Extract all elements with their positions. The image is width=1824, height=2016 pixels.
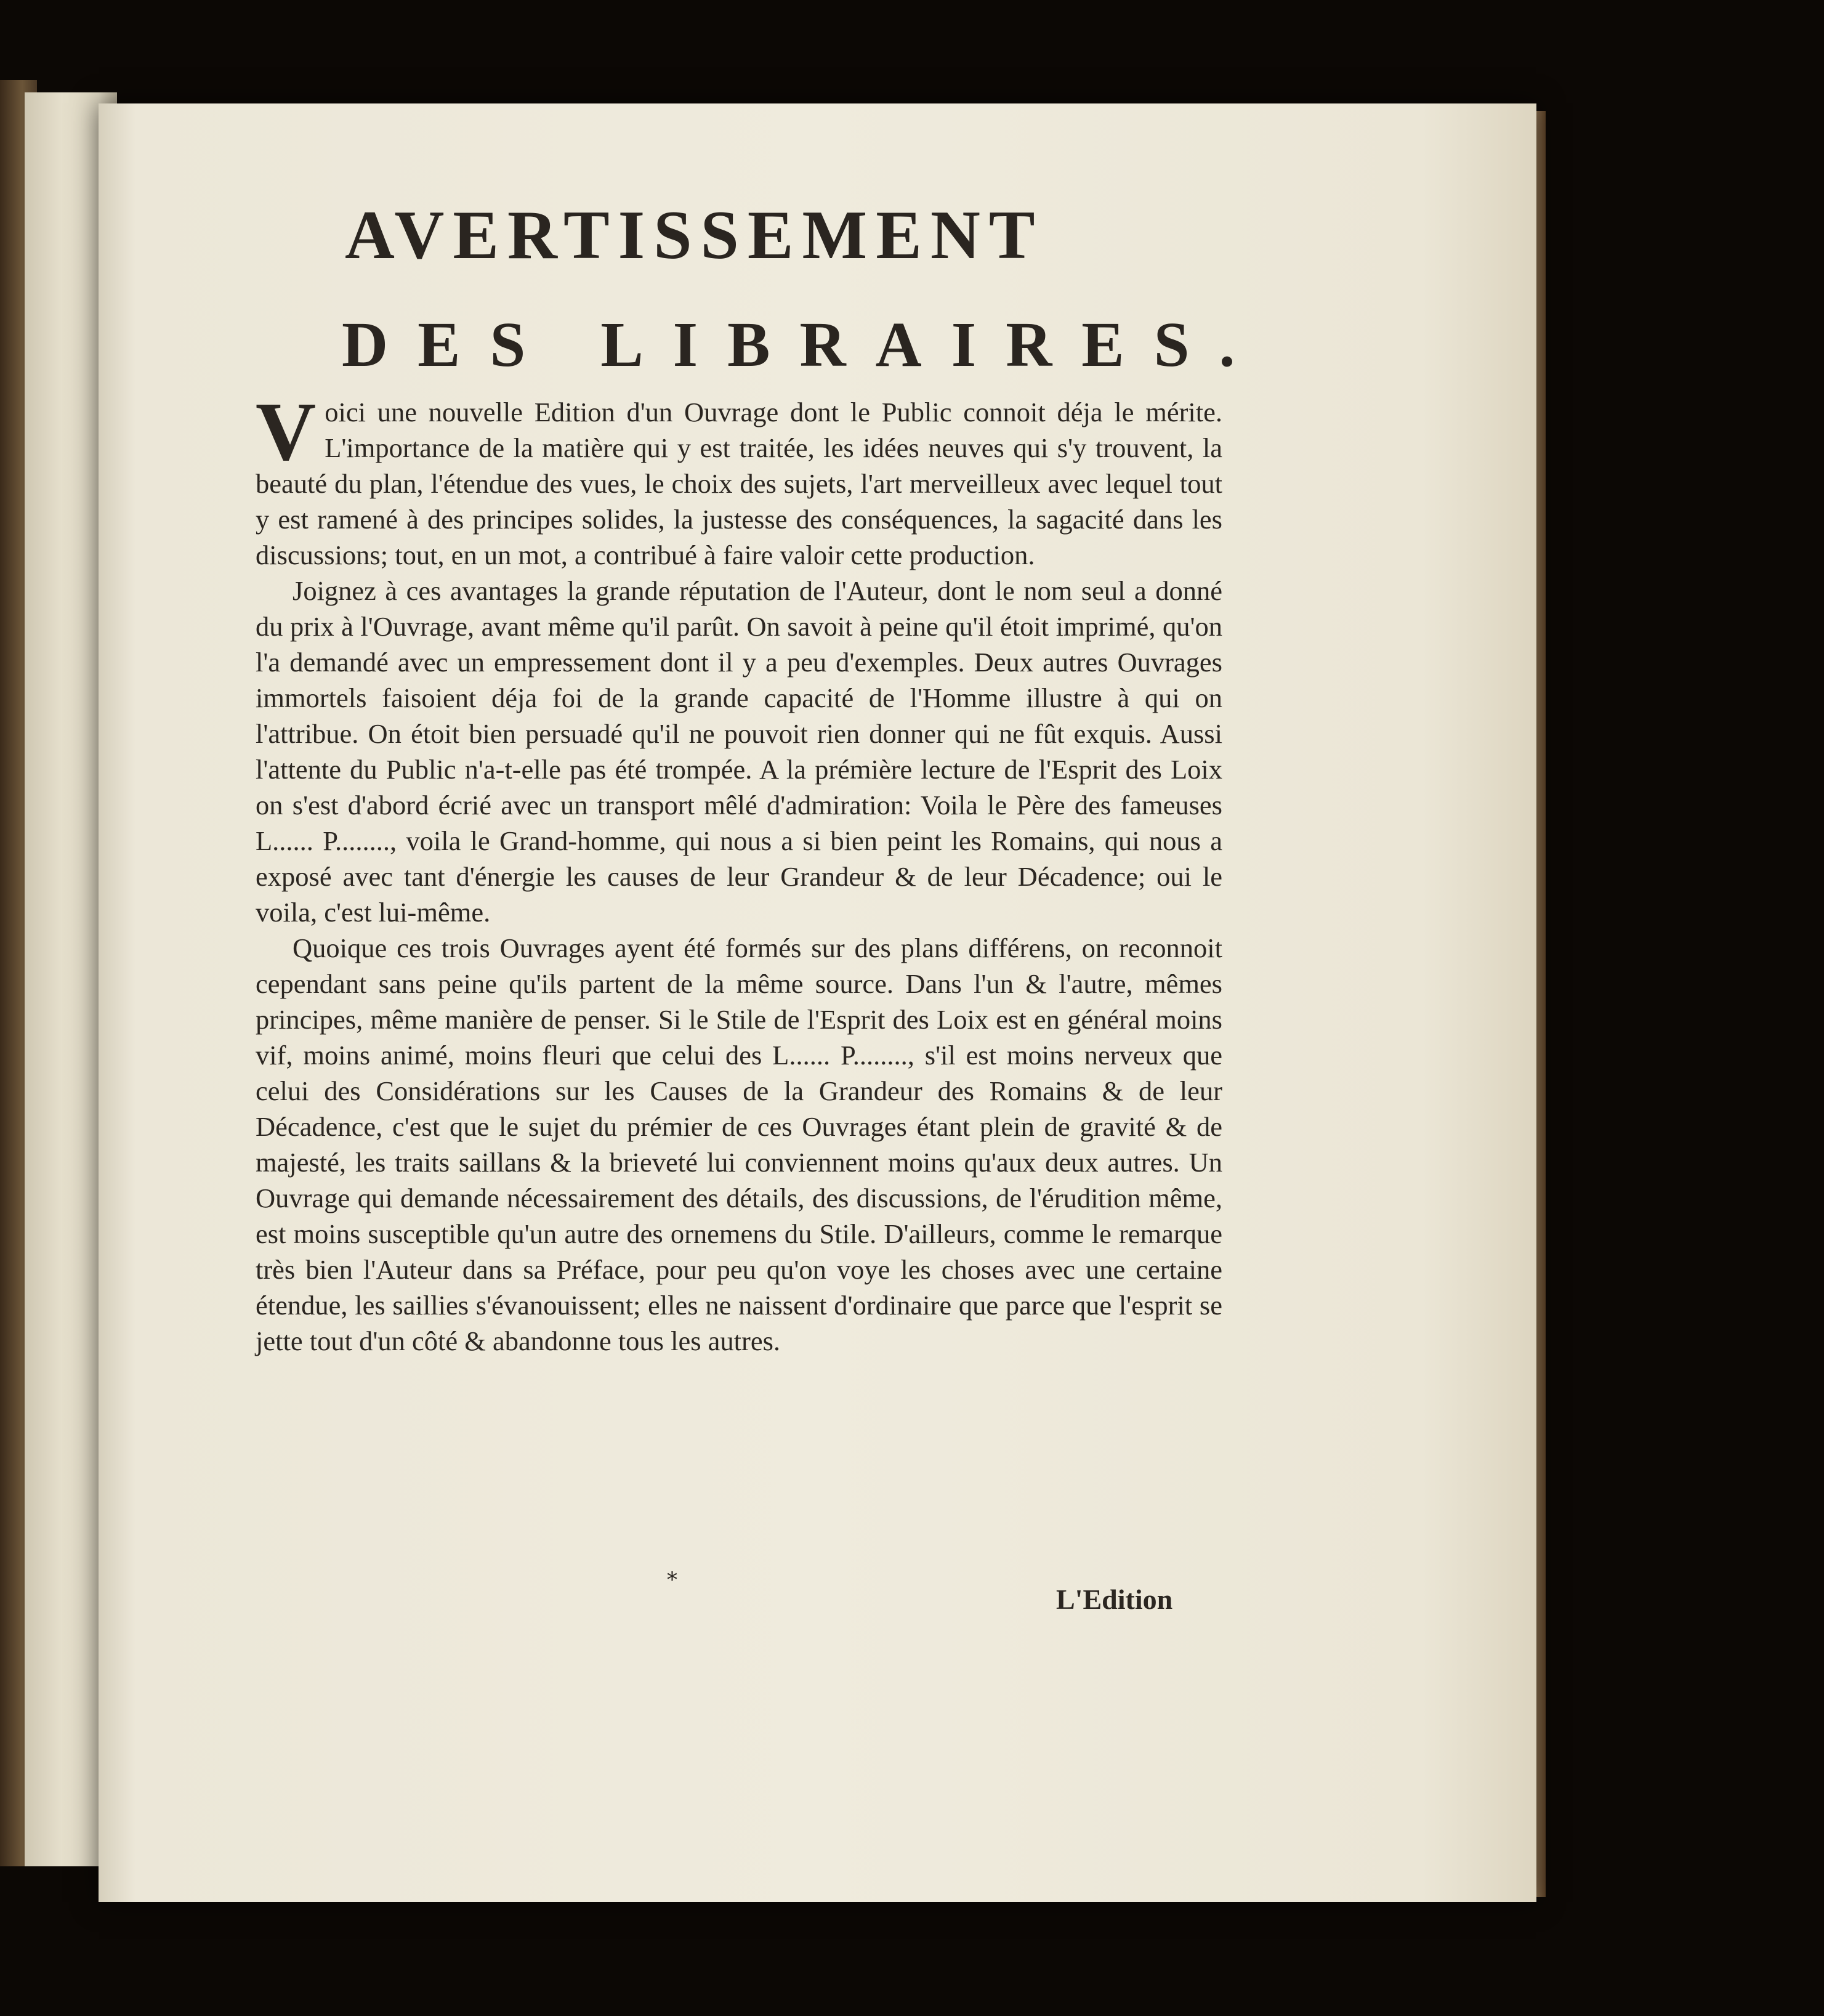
page-subtitle: DES LIBRAIRES. <box>342 309 1265 380</box>
paragraph-1 <box>256 386 1222 573</box>
page-title: AVERTISSEMENT <box>345 197 1044 273</box>
body-text <box>256 386 1222 1359</box>
paragraph-3: Quoique ces trois Ouvrages ayent été formés sur des plans différens, on reconnoit cependant sans peine qu'ils partent de la même source. Dans l'un & l'autre, mêmes principes, même manière de penser. Si le Stile de l'Esprit des Loix est en général moins vif, moins animé, moins fleuri que celui des L...... P........, s'il est moins nerveux que celui des Considérations sur les Causes de la Grandeur des Romains & de leur Décadence, c'est que le sujet du prémier de ces Ouvrages étant plein de gravité & de majesté, les traits saillans & la brieveté lui conviennent moins qu'aux deux autres. Un Ouvrage qui demande nécessairement des détails, des discussions, de l'érudition même, est moins susceptible qu'un autre des ornemens du Stile. D'ailleurs, comme le remarque très bien l'Auteur dans sa Préface, pour peu qu'on voye les choses avec une certaine étendue, les saillies s'évanouissent; elles ne naissent d'ordinaire que parce que l'esprit se jette tout d'un côté & abandonne tous les autres. <box>256 933 1222 1356</box>
paragraph-1-text: oici une nouvelle Edition d'un Ouvrage dont le Public connoit déja le mérite. L'importance de la matière qui y est traitée, les idées neuves qui s'y trouvent, la beauté du plan, l'étendue des vues, le choix des sujets, l'art merveilleux avec lequel tout y est ramené à des principes solides, la justesse des conséquences, la sagacité dans les discussions; tout, en un mot, a contribué à faire valoir cette production. <box>256 397 1222 570</box>
catchword: L'Edition <box>1056 1584 1173 1615</box>
paragraph-2: Joignez à ces avantages la grande réputation de l'Auteur, dont le nom seul a donné du prix à l'Ouvrage, avant même qu'il parût. On savoit à peine qu'il étoit imprimé, qu'on l'a demandé avec un empressement dont il y a peu d'exemples. Deux autres Ouvrages immortels faisoient déja foi de la grande capacité de l'Homme illustre à qui on l'attribue. On étoit bien persuadé qu'il ne pouvoit rien donner qui ne fût exquis. Aussi l'attente du Public n'a-t-elle pas été trompée. A la prémière lecture de l'Esprit des Loix on s'est d'abord écrié avec un transport mêlé d'admiration: Voila le Père des fameuses L...... P........, voila le Grand-homme, qui nous a si bien peint les Romains, qui nous a exposé avec tant d'énergie les causes de leur Grandeur & de leur Décadence; oui le voila, c'est lui-même. <box>256 575 1222 928</box>
drop-cap: V <box>256 386 317 478</box>
signature-mark: * <box>667 1568 677 1592</box>
